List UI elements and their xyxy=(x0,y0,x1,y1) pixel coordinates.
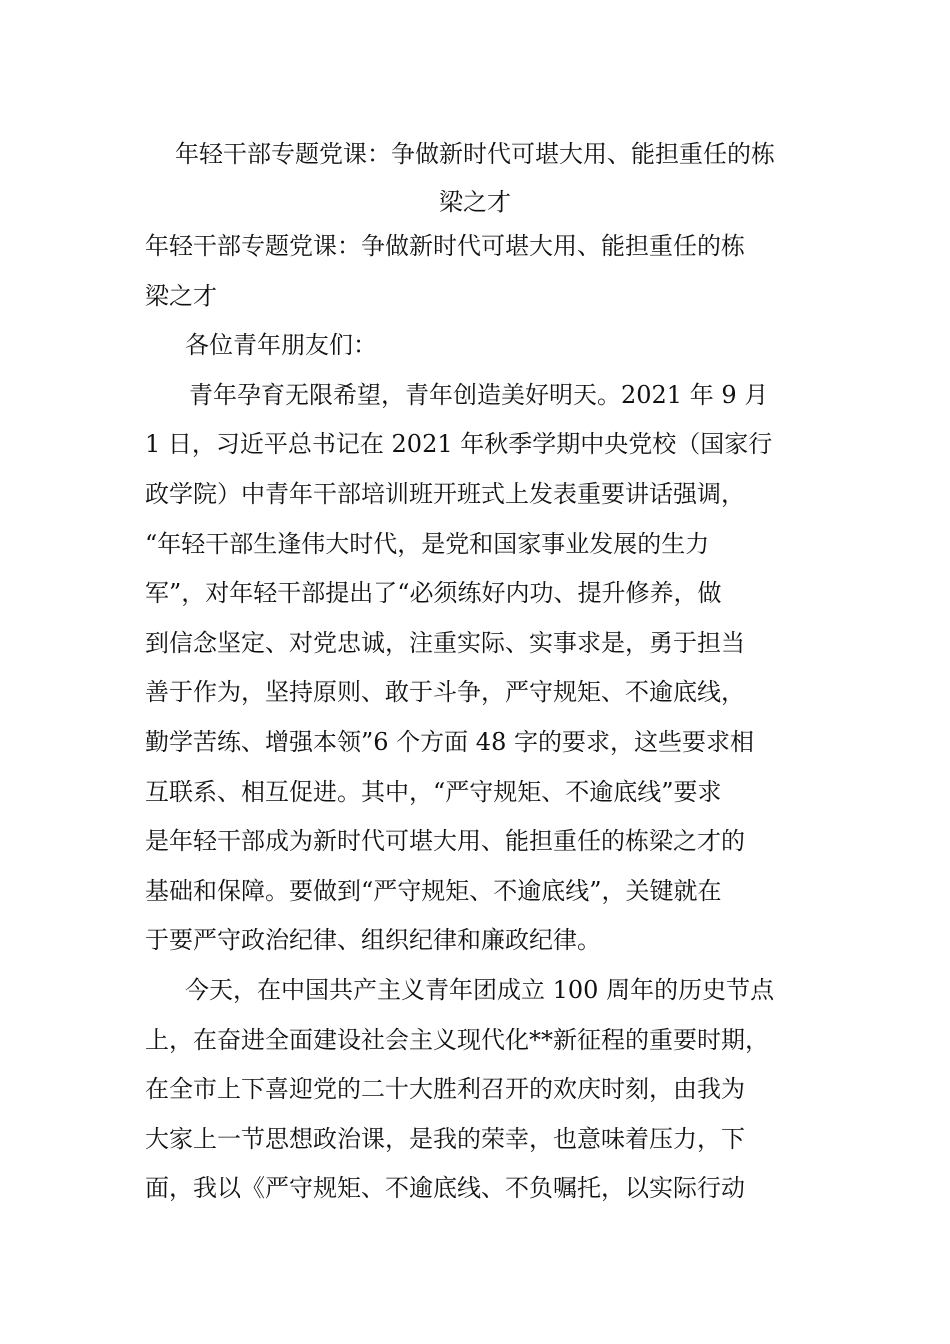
paragraph-1 xyxy=(145,371,813,966)
paragraph-line: 互联系、相互促进。其中，“严守规矩、不逾底线”要求 xyxy=(145,777,722,806)
title-line: 梁之才 xyxy=(439,188,511,216)
paragraph-line: “年轻干部生逢伟大时代，是党和国家事业发展的生力 xyxy=(145,529,710,558)
paragraph-line: 是年轻干部成为新时代可堪大用、能担重任的栋梁之才的 xyxy=(145,827,745,856)
paragraph-line: 军”，对年轻干部提出了“必须练好内功、提升修养，做 xyxy=(145,579,722,608)
paragraph-line: 在全市上下喜迎党的二十大胜利召开的欢庆时刻，由我为 xyxy=(145,1075,745,1104)
paragraph-line: 青年孕育无限希望，青年创造美好明天。2021 年 9 月 xyxy=(189,380,769,409)
title-line: 年轻干部专题党课：争做新时代可堪大用、能担重任的栋 xyxy=(175,140,775,168)
document-body xyxy=(145,222,813,1214)
paragraph-line: 基础和保障。要做到“严守规矩、不逾底线”，关键就在 xyxy=(145,876,722,905)
subtitle-line: 年轻干部专题党课：争做新时代可堪大用、能担重任的栋 xyxy=(145,232,745,260)
paragraph-line: 面，我以《严守规矩、不逾底线、不负嘱托，以实际行动 xyxy=(145,1174,745,1203)
paragraph-line: 大家上一节思想政治课，是我的荣幸，也意味着压力，下 xyxy=(145,1124,745,1153)
paragraph-line: 今天，在中国共产主义青年团成立 100 周年的历史节点 xyxy=(185,975,775,1004)
paragraph-line: 勤学苦练、增强本领”6 个方面 48 字的要求，这些要求相 xyxy=(145,727,754,756)
document-title xyxy=(145,130,805,226)
paragraph-line: 善于作为，坚持原则、敢于斗争，严守规矩、不逾底线， xyxy=(145,678,745,707)
paragraph-line: 1 日，习近平总书记在 2021 年秋季学期中央党校（国家行 xyxy=(145,430,773,459)
paragraph-line: 到信念坚定、对党忠诚，注重实际、实事求是，勇于担当 xyxy=(145,628,745,657)
greeting: 各位青年朋友们： xyxy=(185,331,377,360)
paragraph-line: 上，在奋进全面建设社会主义现代化**新征程的重要时期， xyxy=(145,1025,769,1054)
paragraph-line: 政学院）中青年干部培训班开班式上发表重要讲话强调， xyxy=(145,479,745,508)
subtitle-line: 梁之才 xyxy=(145,281,217,310)
paragraph-line: 于要严守政治纪律、组织纪律和廉政纪律。 xyxy=(145,926,601,955)
paragraph-2 xyxy=(145,966,813,1214)
